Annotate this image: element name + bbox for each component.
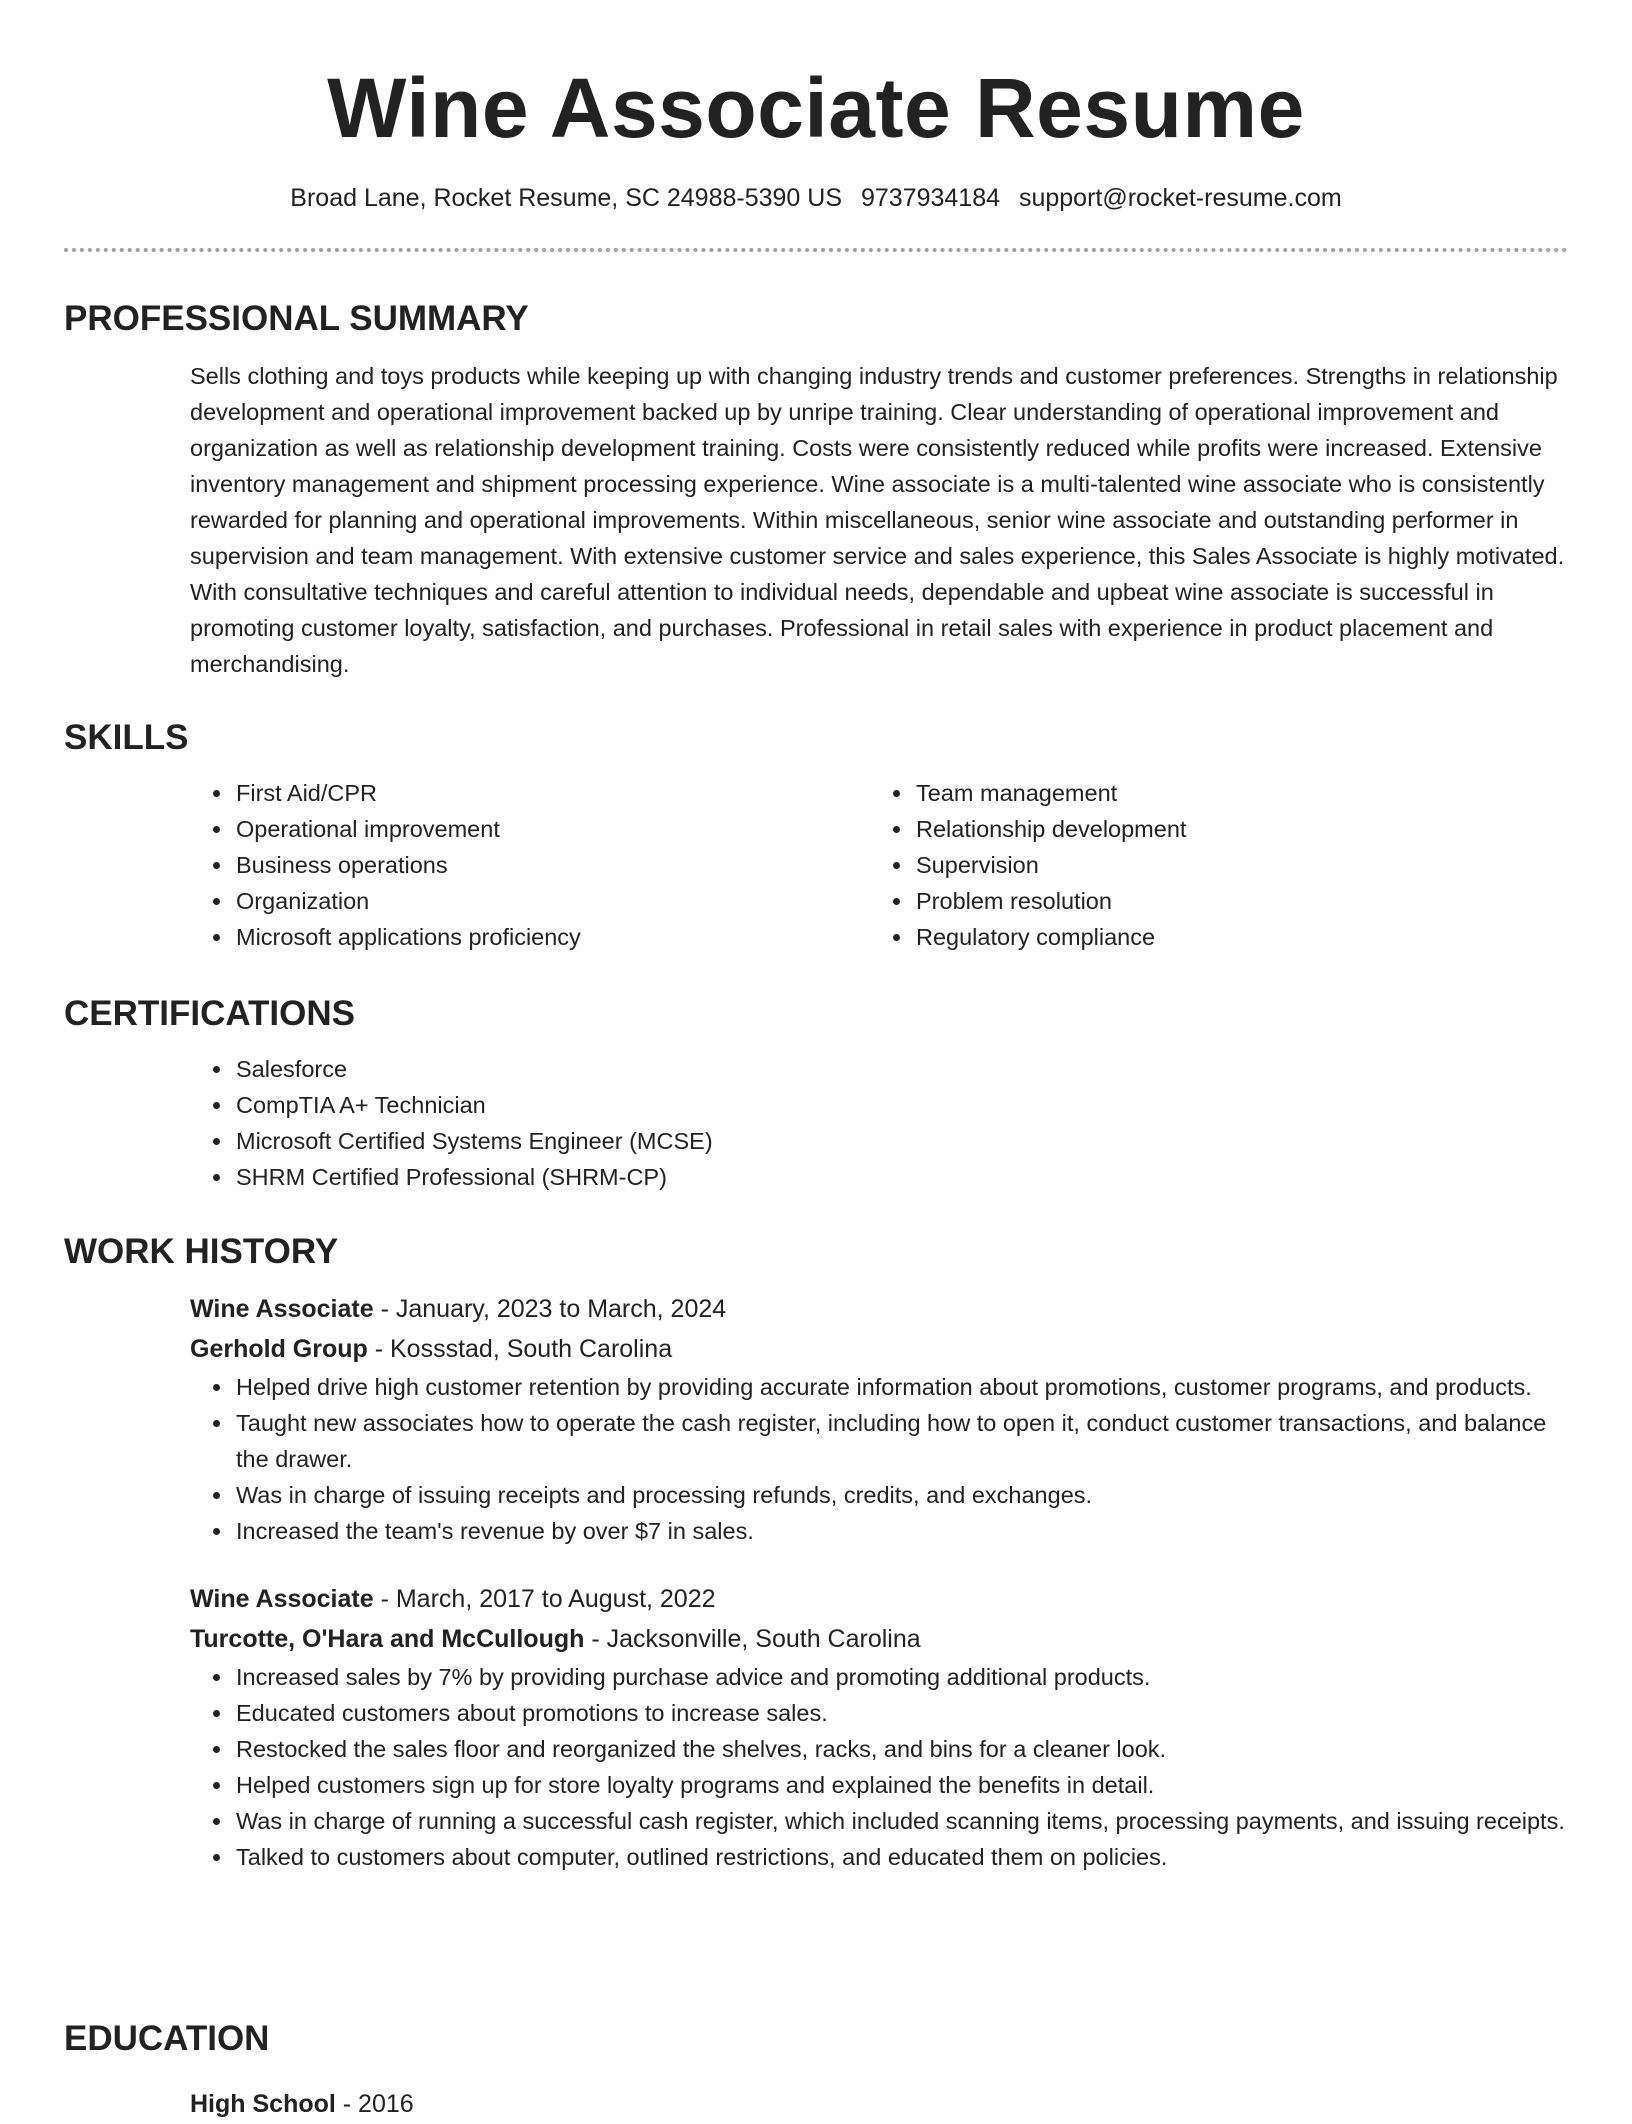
education-degree: High School <box>190 2090 336 2118</box>
job-title: Wine Associate <box>190 1295 374 1323</box>
job-bullet: • Helped customers sign up for store loyalty programs and explained the benefits in detail. <box>234 1767 1568 1803</box>
skills-section <box>64 717 1568 955</box>
job-dates: - January, 2023 to March, 2024 <box>373 1295 727 1323</box>
skill-item: • Relationship development <box>914 811 1594 847</box>
job-company-line <box>190 1619 1568 1659</box>
job-title-line <box>190 1289 1568 1329</box>
summary-heading: PROFESSIONAL SUMMARY <box>64 299 529 338</box>
job-company-line <box>190 1329 1568 1369</box>
job-title: Wine Associate <box>190 1585 374 1613</box>
skill-item: • Organization <box>234 883 914 919</box>
skill-item: • Business operations <box>234 847 914 883</box>
education-year: - 2016 <box>335 2090 414 2118</box>
education-section <box>64 2018 1568 2124</box>
work-history-section <box>64 1231 1568 1875</box>
job-bullet: • Increased the team's revenue by over $7 in sales. <box>234 1513 1568 1549</box>
contact-email[interactable]: support@rocket-resume.com <box>1018 184 1342 212</box>
job-entry <box>64 1289 1568 1549</box>
summary-text: Sells clothing and toys products while keeping up with changing industry trends and customer preferences. Strengths in relationship development and operational improvement backed up by unripe training. Clear understanding of operational improvement and organization as well as relationship development training. Costs were consistently reduced while profits were increased. Extensive inventory management and shipment processing experience. Wine associate is a multi-talented wine associate who is consistently rewarded for planning and operational improvements. Within miscellaneous, senior wine associate and outstanding performer in supervision and team management. With extensive customer service and sales experience, this Sales Associate is highly motivated. With consultative techniques and careful attention to individual needs, dependable and upbeat wine associate is successful in promoting customer loyalty, satisfaction, and purchases. Professional in retail sales with experience in product placement and merchandising. <box>190 363 1565 677</box>
job-location: - Jacksonville, South Carolina <box>584 1625 921 1653</box>
skill-item: • Microsoft applications proficiency <box>234 919 914 955</box>
job-dates: - March, 2017 to August, 2022 <box>373 1585 716 1613</box>
job-bullet: • Helped drive high customer retention by providing accurate information about promotions, customer programs, and products. <box>234 1369 1568 1405</box>
job-bullet: • Restocked the sales floor and reorganized the shelves, racks, and bins for a cleaner look. <box>234 1731 1568 1767</box>
job-bullet: • Was in charge of running a successful cash register, which included scanning items, processing payments, and issuing receipts. <box>234 1803 1568 1839</box>
certification-item: • SHRM Certified Professional (SHRM-CP) <box>234 1159 1568 1195</box>
skill-item: • Operational improvement <box>234 811 914 847</box>
contact-address: Broad Lane, Rocket Resume, SC 24988-5390 US <box>290 184 843 212</box>
job-bullet: • Was in charge of issuing receipts and processing refunds, credits, and exchanges. <box>234 1477 1568 1513</box>
certifications-heading: CERTIFICATIONS <box>64 994 356 1033</box>
skills-list-col2 <box>914 775 1594 955</box>
job-company: Turcotte, O'Hara and McCullough <box>190 1625 585 1653</box>
certifications-list <box>64 1051 1568 1195</box>
skill-item: • Problem resolution <box>914 883 1594 919</box>
contact-line <box>64 182 1568 214</box>
job-entry <box>64 1579 1568 1875</box>
certification-item: • Salesforce <box>234 1051 1568 1087</box>
job-bullet: • Talked to customers about computer, outlined restrictions, and educated them on policies. <box>234 1839 1568 1875</box>
job-title-line <box>190 1579 1568 1619</box>
job-bullets <box>64 1369 1568 1549</box>
summary-section <box>64 298 1568 682</box>
contact-phone: 9737934184 <box>860 184 1001 212</box>
header-divider <box>64 248 1568 252</box>
resume-title: Wine Associate Resume <box>327 61 1305 155</box>
job-bullet: • Taught new associates how to operate the cash register, including how to open it, conduct customer transactions, and balance the drawer. <box>234 1405 1568 1477</box>
job-bullet: • Educated customers about promotions to increase sales. <box>234 1695 1568 1731</box>
work-history-heading: WORK HISTORY <box>64 1232 339 1271</box>
skills-heading: SKILLS <box>64 718 189 757</box>
skill-item: • Team management <box>914 775 1594 811</box>
education-line <box>190 2084 1568 2124</box>
job-bullets <box>64 1659 1568 1875</box>
job-location: - Kossstad, South Carolina <box>367 1335 673 1363</box>
skill-item: • Supervision <box>914 847 1594 883</box>
skill-item: • Regulatory compliance <box>914 919 1594 955</box>
certification-item: • CompTIA A+ Technician <box>234 1087 1568 1123</box>
education-heading: EDUCATION <box>64 2019 270 2058</box>
skills-grid <box>64 775 1568 955</box>
skills-list-col1 <box>64 775 914 955</box>
job-bullet: • Increased sales by 7% by providing purchase advice and promoting additional products. <box>234 1659 1568 1695</box>
skill-item: • First Aid/CPR <box>234 775 914 811</box>
job-company: Gerhold Group <box>190 1335 368 1363</box>
certifications-section <box>64 993 1568 1195</box>
certification-item: • Microsoft Certified Systems Engineer (MCSE) <box>234 1123 1568 1159</box>
